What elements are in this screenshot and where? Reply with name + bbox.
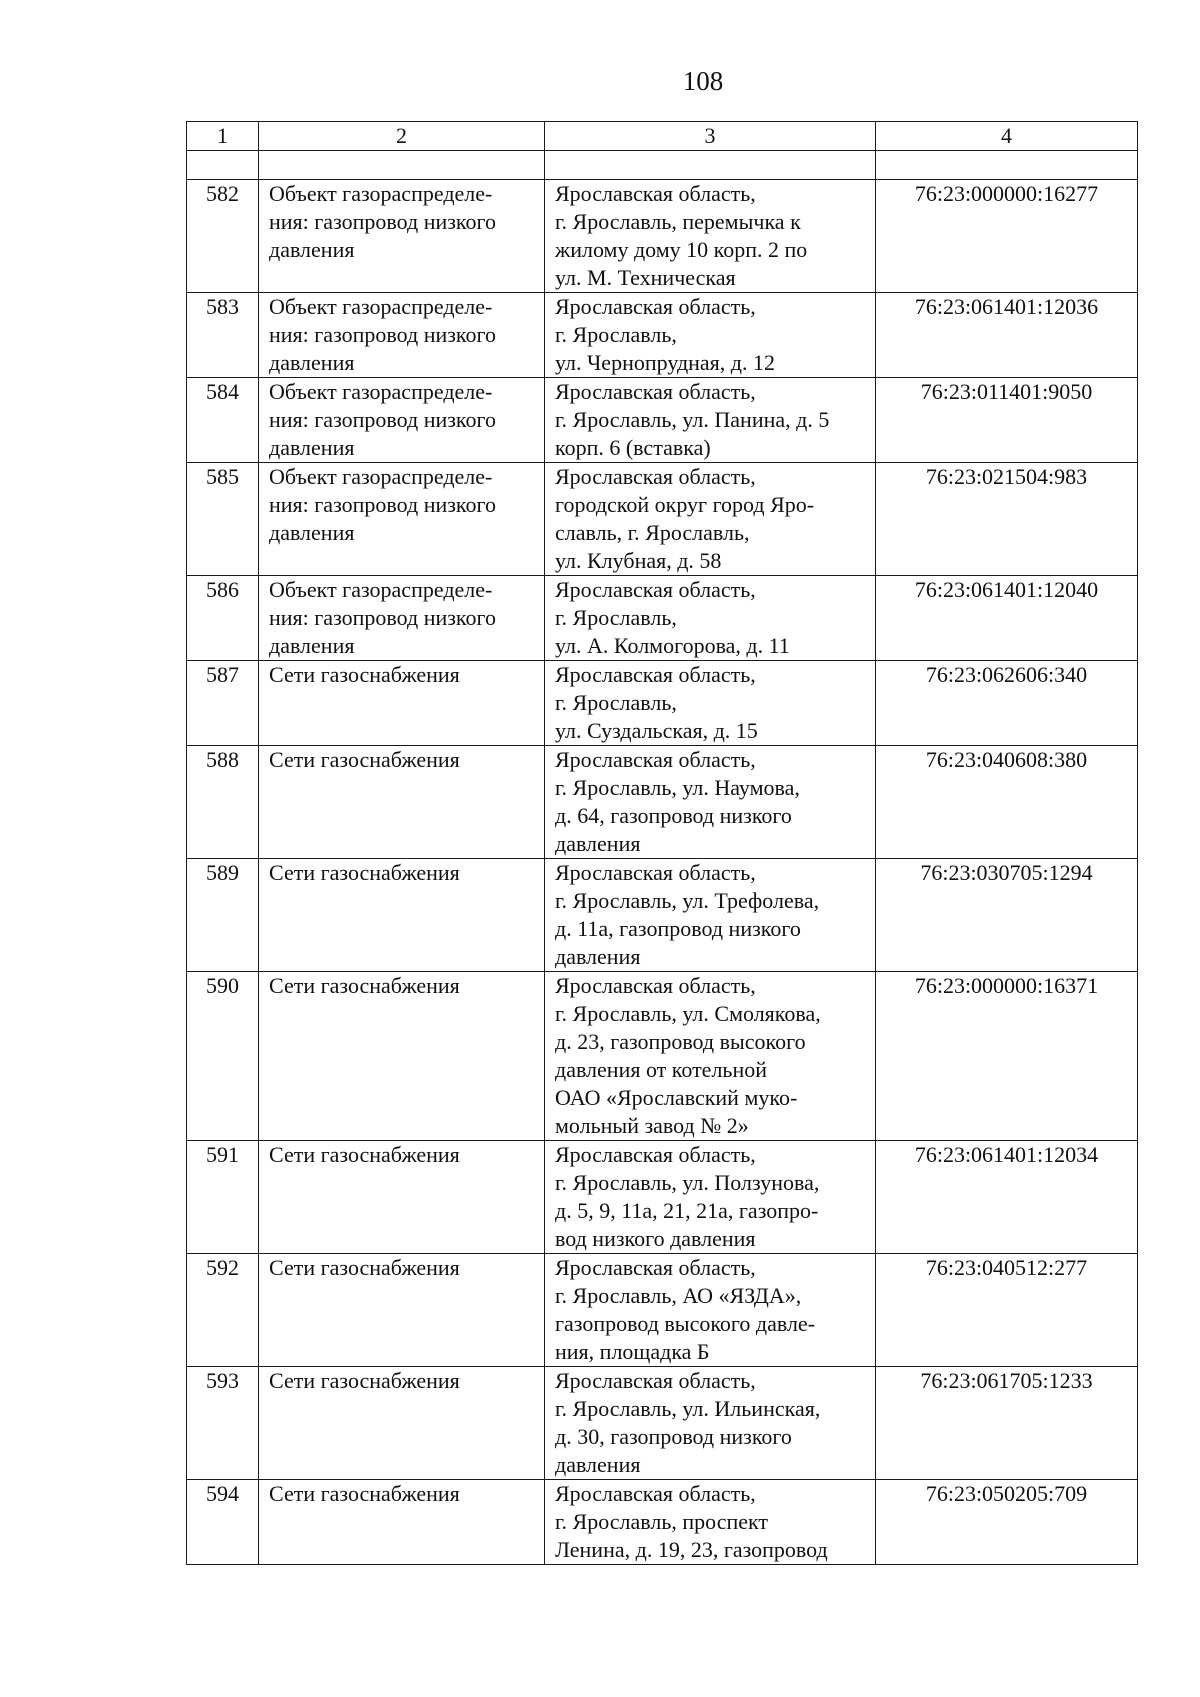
object-name-line: Сети газоснабжения [269,1255,460,1280]
object-address [545,293,876,378]
object-address-line: г. Ярославль, [555,605,677,630]
object-name [259,1367,545,1480]
object-name [259,1480,545,1565]
cadastral-number: 76:23:040512:277 [876,1254,1138,1367]
object-name-line: Объект газораспределе- [269,181,493,206]
object-address-line: Ярославская область, [555,577,756,602]
object-address-line: вод низкого давления [555,1226,756,1251]
table-row [187,576,1138,661]
object-name-line: ния: газопровод низкого [269,209,496,234]
object-address-line: ОАО «Ярославский муко- [555,1085,798,1110]
object-name [259,180,545,293]
object-address-line: давления [555,1452,641,1477]
object-name-line: Сети газоснабжения [269,1368,460,1393]
table-row [187,1480,1138,1565]
row-number: 586 [187,576,259,661]
object-address-line: г. Ярославль, проспект [555,1509,769,1534]
object-address [545,576,876,661]
object-name-line: Объект газораспределе- [269,379,493,404]
row-number: 584 [187,378,259,463]
row-number: 582 [187,180,259,293]
object-address-line: Ярославская область, [555,1142,756,1167]
table-row [187,746,1138,859]
object-address-line: давления от котельной [555,1057,768,1082]
table-row [187,1141,1138,1254]
object-address-line: д. 23, газопровод высокого [555,1029,806,1054]
object-address-line: Ярославская область, [555,747,756,772]
object-address [545,1367,876,1480]
table-row [187,972,1138,1141]
object-name [259,576,545,661]
cadastral-number: 76:23:061401:12034 [876,1141,1138,1254]
object-address-line: г. Ярославль, [555,690,677,715]
object-address-line: д. 64, газопровод низкого [555,803,792,828]
object-name-line: давления [269,237,355,262]
object-address-line: Ярославская область, [555,860,756,885]
object-name-line: Объект газораспределе- [269,294,493,319]
cadastral-number: 76:23:040608:380 [876,746,1138,859]
object-name [259,972,545,1141]
object-address-line: Ярославская область, [555,1368,756,1393]
object-name-line: ния: газопровод низкого [269,322,496,347]
object-address-line: г. Ярославль, ул. Ползунова, [555,1170,820,1195]
cadastral-number: 76:23:000000:16277 [876,180,1138,293]
table-row [187,180,1138,293]
object-address-line: Ярославская область, [555,379,756,404]
table-row [187,293,1138,378]
object-address-line: ния, площадка Б [555,1339,710,1364]
cadastral-number: 76:23:062606:340 [876,661,1138,746]
object-address-line: Ярославская область, [555,662,756,687]
register-table [186,121,1138,1565]
object-address-line: давления [555,944,641,969]
object-address-line: мольный завод № 2» [555,1113,749,1138]
object-address-line: Ярославская область, [555,1255,756,1280]
object-address-line: г. Ярославль, ул. Панина, д. 5 [555,407,830,432]
object-address [545,746,876,859]
object-address-line: ул. А. Колмогорова, д. 11 [555,633,790,658]
page-number: 108 [682,66,724,96]
object-name-line: Объект газораспределе- [269,464,493,489]
object-address-line: д. 11а, газопровод низкого [555,916,801,941]
object-address-line: г. Ярославль, АО «ЯЗДА», [555,1283,802,1308]
object-address [545,1480,876,1565]
object-address-line: Ярославская область, [555,294,756,319]
object-name [259,661,545,746]
row-number: 587 [187,661,259,746]
cadastral-number: 76:23:061401:12036 [876,293,1138,378]
object-name [259,1141,545,1254]
object-name-line: Сети газоснабжения [269,860,460,885]
row-number: 594 [187,1480,259,1565]
object-name-line: давления [269,633,355,658]
object-address [545,1141,876,1254]
table-row [187,378,1138,463]
table-body [187,122,1138,1565]
object-address-line: Ярославская область, [555,181,756,206]
row-number: 585 [187,463,259,576]
object-address-line: д. 5, 9, 11а, 21, 21а, газопро- [555,1198,819,1223]
empty-cell [259,151,545,180]
cadastral-number: 76:23:030705:1294 [876,859,1138,972]
spacer-row [187,151,1138,180]
table-row [187,463,1138,576]
table-row [187,1254,1138,1367]
object-address-line: Ярославская область, [555,464,756,489]
row-number: 591 [187,1141,259,1254]
object-address-line: давления [555,831,641,856]
object-name [259,463,545,576]
object-name-line: Сети газоснабжения [269,662,460,687]
object-address-line: г. Ярославль, перемычка к [555,209,801,234]
cadastral-number: 76:23:050205:709 [876,1480,1138,1565]
table-row [187,1367,1138,1480]
cadastral-number: 76:23:061705:1233 [876,1367,1138,1480]
object-address [545,859,876,972]
object-address-line: г. Ярославль, ул. Ильинская, [555,1396,821,1421]
object-name-line: ния: газопровод низкого [269,407,496,432]
object-name [259,859,545,972]
object-name-line: Сети газоснабжения [269,1142,460,1167]
object-address [545,378,876,463]
object-address [545,1254,876,1367]
row-number: 592 [187,1254,259,1367]
cadastral-number: 76:23:011401:9050 [876,378,1138,463]
object-name-line: ния: газопровод низкого [269,492,496,517]
object-address [545,180,876,293]
object-address-line: ул. Клубная, д. 58 [555,548,722,573]
row-number: 583 [187,293,259,378]
column-number: 3 [545,122,876,151]
row-number: 588 [187,746,259,859]
column-number-row [187,122,1138,151]
row-number: 593 [187,1367,259,1480]
table-row [187,661,1138,746]
object-name-line: Сети газоснабжения [269,747,460,772]
object-address-line: корп. 6 (вставка) [555,435,711,460]
object-name [259,378,545,463]
object-address-line: городской округ город Яро- [555,492,815,517]
object-address-line: Ленина, д. 19, 23, газопровод [555,1537,828,1562]
object-address-line: г. Ярославль, ул. Смолякова, [555,1001,821,1026]
object-address-line: ул. Чернопрудная, д. 12 [555,350,775,375]
object-address-line: жилому дому 10 корп. 2 по [555,237,808,262]
object-address [545,661,876,746]
object-address-line: Ярославская область, [555,973,756,998]
object-name [259,1254,545,1367]
empty-cell [876,151,1138,180]
column-number: 2 [259,122,545,151]
object-name-line: ния: газопровод низкого [269,605,496,630]
object-name-line: Объект газораспределе- [269,577,493,602]
object-address [545,972,876,1141]
row-number: 589 [187,859,259,972]
object-address-line: ул. М. Техническая [555,265,736,290]
cadastral-number: 76:23:061401:12040 [876,576,1138,661]
object-address-line: газопровод высокого давле- [555,1311,816,1336]
object-address-line: ул. Суздальская, д. 15 [555,718,758,743]
object-name-line: давления [269,350,355,375]
object-address-line: д. 30, газопровод низкого [555,1424,792,1449]
cadastral-number: 76:23:000000:16371 [876,972,1138,1141]
object-address-line: славль, г. Ярославль, [555,520,750,545]
object-name [259,746,545,859]
row-number: 590 [187,972,259,1141]
object-name [259,293,545,378]
cadastral-number: 76:23:021504:983 [876,463,1138,576]
column-number: 1 [187,122,259,151]
object-address-line: г. Ярославль, [555,322,677,347]
empty-cell [187,151,259,180]
empty-cell [545,151,876,180]
object-address [545,463,876,576]
object-name-line: давления [269,435,355,460]
object-name-line: Сети газоснабжения [269,973,460,998]
column-number: 4 [876,122,1138,151]
object-address-line: г. Ярославль, ул. Наумова, [555,775,800,800]
object-address-line: г. Ярославль, ул. Трефолева, [555,888,820,913]
object-name-line: Сети газоснабжения [269,1481,460,1506]
table-row [187,859,1138,972]
object-name-line: давления [269,520,355,545]
object-address-line: Ярославская область, [555,1481,756,1506]
